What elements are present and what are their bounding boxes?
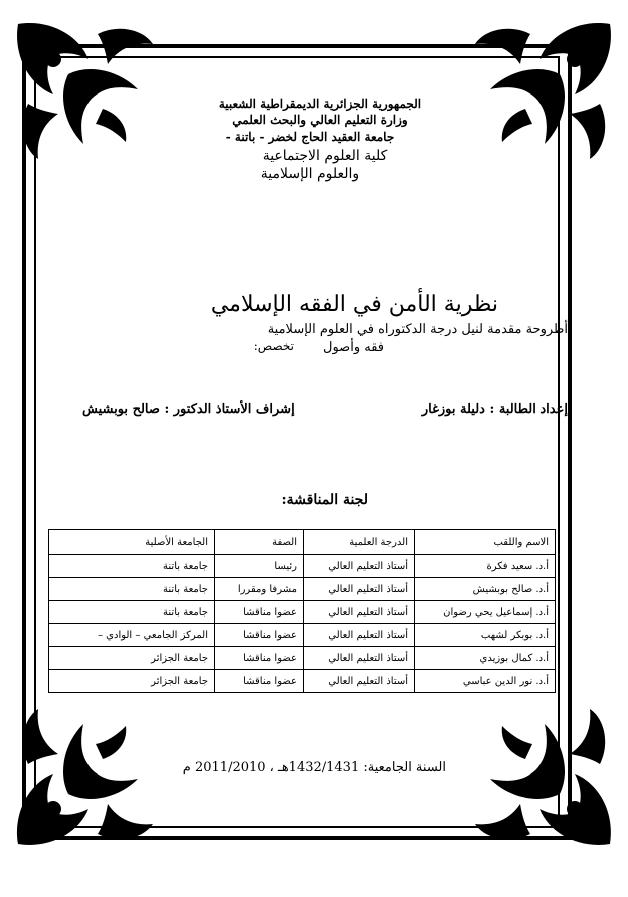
committee-title: لجنة المناقشة: (281, 492, 368, 508)
table-cell: عضوا مناقشا (215, 624, 304, 647)
table-cell: أستاذ التعليم العالي (304, 647, 415, 670)
table-row (49, 670, 556, 693)
table-cell: أستاذ التعليم العالي (304, 601, 415, 624)
corner-ornament-bottom-left (8, 704, 158, 854)
table-cell: أ.د. صالح بوبشيش (415, 578, 556, 601)
academic-year: السنة الجامعية: 1432/1431هـ ، 2011/2010 م (182, 760, 446, 775)
specialty-label: تخصص: (253, 339, 294, 353)
table-cell: عضوا مناقشا (215, 601, 304, 624)
table-cell: المركز الجامعي – الوادي – (49, 624, 215, 647)
table-cell: عضوا مناقشا (215, 647, 304, 670)
table-header: الصفة (215, 530, 304, 555)
table-cell: أستاذ التعليم العالي (304, 578, 415, 601)
table-cell: رئيسا (215, 555, 304, 578)
table-cell: أ.د. بوبكر لشهب (415, 624, 556, 647)
table-header: الجامعة الأصلية (49, 530, 215, 555)
student-name: إعداد الطالبة : دليلة بوزغار (421, 402, 568, 417)
table-cell: أ.د. إسماعيل يحي رضوان (415, 601, 556, 624)
table-cell: أستاذ التعليم العالي (304, 670, 415, 693)
header-ministry: وزارة التعليم العالي والبحث العلمي (232, 113, 408, 127)
corner-ornament-bottom-right (470, 704, 620, 854)
table-cell: جامعة باتنة (49, 578, 215, 601)
table-row (49, 647, 556, 670)
table-row (49, 578, 556, 601)
table-cell: أستاذ التعليم العالي (304, 624, 415, 647)
table-cell: عضوا مناقشا (215, 670, 304, 693)
header-faculty: كلية العلوم الاجتماعية (262, 148, 388, 164)
committee-table (48, 529, 556, 693)
table-cell: أ.د. نور الدين عباسي (415, 670, 556, 693)
table-cell: أستاذ التعليم العالي (304, 555, 415, 578)
supervisor-name: إشراف الأستاذ الدكتور : صالح بوبشيش (82, 402, 295, 417)
table-header: الاسم واللقب (415, 530, 556, 555)
table-row (49, 601, 556, 624)
table-cell: جامعة الجزائر (49, 670, 215, 693)
table-header: الدرجة العلمية (304, 530, 415, 555)
header-republic: الجمهورية الجزائرية الديمقراطية الشعبية (218, 97, 422, 111)
table-row (49, 555, 556, 578)
table-cell: جامعة الجزائر (49, 647, 215, 670)
table-header-row (49, 530, 556, 555)
thesis-subtitle: أطروحة مقدمة لنيل درجة الدكتوراه في العلوم الإسلامية (267, 322, 568, 337)
corner-ornament-top-right (470, 14, 620, 164)
thesis-title: نظرية الأمن في الفقه الإسلامي (210, 292, 498, 317)
table-cell: مشرفا ومقررا (215, 578, 304, 601)
table-cell: أ.د. كمال بوزيدي (415, 647, 556, 670)
corner-ornament-top-left (8, 14, 158, 164)
specialty-value: فقه وأصول (323, 340, 384, 355)
header-faculty-cont: والعلوم الإسلامية (260, 166, 360, 182)
table-cell: أ.د. سعيد فكرة (415, 555, 556, 578)
table-cell: جامعة باتنة (49, 601, 215, 624)
table-cell: جامعة باتنة (49, 555, 215, 578)
table-row (49, 624, 556, 647)
header-university: جامعة العقيد الحاج لخضر - باتنة - (225, 130, 395, 144)
